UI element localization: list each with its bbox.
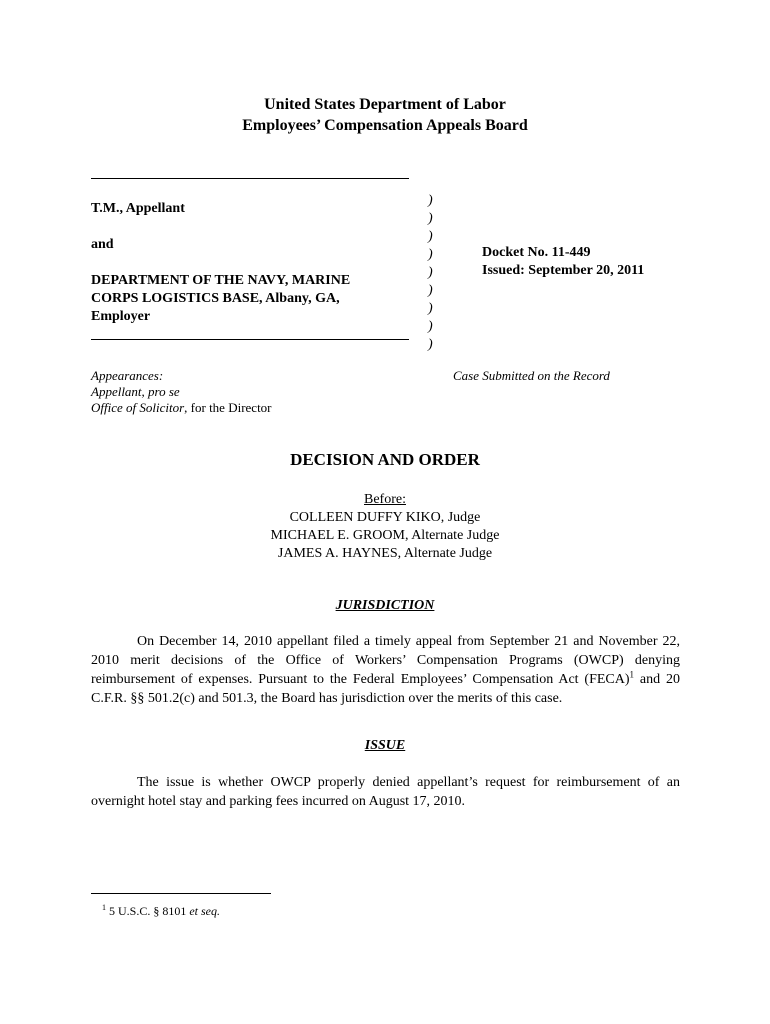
footnote-italic: et seq. <box>189 904 220 918</box>
judge-1: COLLEEN DUFFY KIKO, Judge <box>289 510 481 525</box>
issued-date: Issued: September 20, 2011 <box>482 263 645 278</box>
docket-block <box>482 244 644 280</box>
appellant-name: T.M., Appellant <box>91 201 185 216</box>
jurisdiction-text-2: and 20 C.F.R. §§ 501.2(c) and 501.3, the Board has jurisdiction over the merits of this case. <box>91 672 680 706</box>
judge-2: MICHAEL E. GROOM, Alternate Judge <box>270 528 500 543</box>
judge-3: JAMES A. HAYNES, Alternate Judge <box>277 546 493 561</box>
employer-line-3: Employer <box>91 309 151 324</box>
appellant-representation: Appellant, pro se <box>91 384 180 399</box>
caption-bottom-rule <box>91 339 409 340</box>
board-name: Employees’ Compensation Appeals Board <box>242 117 528 134</box>
and-text: and <box>91 237 114 252</box>
jurisdiction-paragraph <box>91 632 680 708</box>
footnote <box>102 900 220 919</box>
issue-heading: ISSUE <box>364 738 406 753</box>
jurisdiction-heading: JURISDICTION <box>335 598 435 613</box>
employer-line-1: DEPARTMENT OF THE NAVY, MARINE <box>91 273 351 288</box>
document-header <box>0 94 770 136</box>
docket-number: Docket No. 11-449 <box>482 245 591 260</box>
footnote-text: 5 U.S.C. § 8101 <box>106 904 190 918</box>
case-submitted: Case Submitted on the Record <box>453 368 610 383</box>
decision-title: DECISION AND ORDER <box>290 450 480 469</box>
agency-name: United States Department of Labor <box>264 96 506 113</box>
solicitor-label: Office of Solicitor <box>91 400 185 415</box>
caption-parentheses: ) ) ) ) ) ) ) ) ) <box>428 193 433 352</box>
footnote-number: 1 <box>102 903 106 912</box>
appearances-block <box>91 368 272 416</box>
appearances-heading: Appearances: <box>91 368 164 383</box>
solicitor-line <box>91 400 272 416</box>
jurisdiction-text-1: On December 14, 2010 appellant filed a timely appeal from September 21 and November 22, 2010 merit decisions of the Office of Workers’ Compensation Programs (OWCP) denying reimbursement of expenses. Pursuant to the Federal Employees’ Compensation Act (FECA) <box>91 634 680 687</box>
case-caption <box>91 178 409 340</box>
issue-paragraph: The issue is whether OWCP properly denied appellant’s request for reimbursement of an overnight hotel stay and parking fees incurred on August 17, 2010. <box>91 775 680 809</box>
before-label: Before: <box>364 492 406 507</box>
employer-line-2: CORPS LOGISTICS BASE, Albany, GA, <box>91 291 340 306</box>
solicitor-suffix: , for the Director <box>184 400 272 415</box>
footnote-rule <box>91 893 271 894</box>
panel-block <box>0 491 770 563</box>
footnote-reference: 1 <box>629 669 635 680</box>
